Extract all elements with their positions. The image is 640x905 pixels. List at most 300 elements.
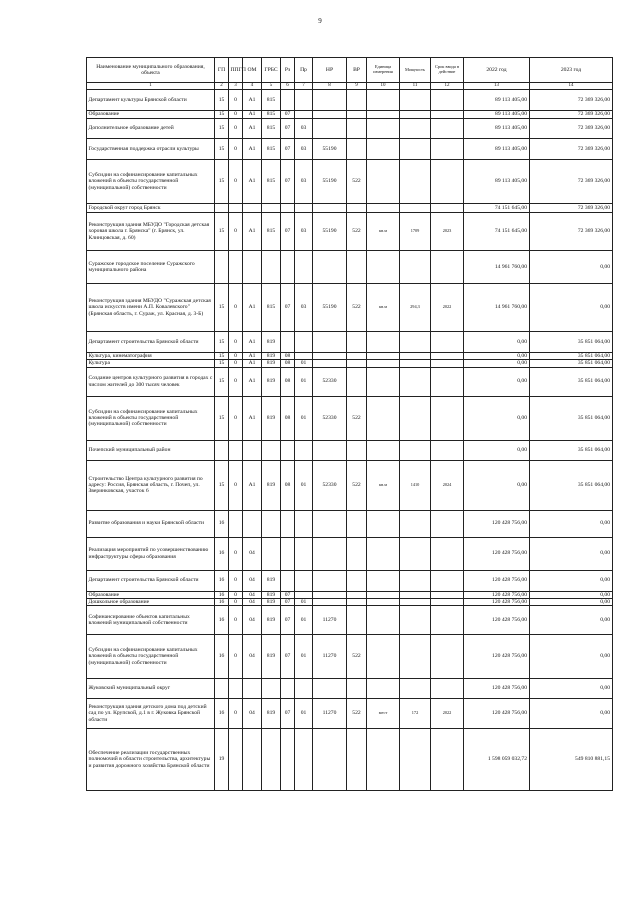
cell-rz	[281, 570, 295, 591]
cell-object-name: Департамент строительства Брянской области	[87, 332, 215, 353]
cell-object-name: Дополнительное образование детей	[87, 119, 215, 139]
table-row	[87, 635, 613, 679]
column-number: 13	[464, 83, 530, 90]
cell-capacity	[400, 729, 431, 791]
header-cell: ГРБС	[262, 58, 281, 83]
cell-amount-2023: 72 369 326,00	[530, 111, 613, 119]
cell-unit	[367, 332, 400, 353]
cell-gp: 15	[215, 119, 229, 139]
cell-amount-2022: 0,00	[464, 332, 530, 353]
cell-ppgp: 0	[229, 396, 243, 440]
table-row	[87, 139, 613, 160]
cell-unit	[367, 204, 400, 213]
cell-commission-year	[431, 598, 464, 605]
cell-ppgp	[229, 679, 243, 699]
cell-object-name: Субсидии на софинансирование капитальных вложений в объекты государственной (муниципальной) собственности	[87, 396, 215, 440]
cell-om: 04	[243, 591, 262, 598]
cell-nr: 55190	[313, 213, 347, 251]
cell-rz: 07	[281, 598, 295, 605]
column-number: 1	[87, 83, 215, 90]
cell-grbs: 819	[262, 699, 281, 729]
cell-unit	[367, 396, 400, 440]
cell-grbs: 819	[262, 606, 281, 635]
cell-capacity	[400, 251, 431, 284]
cell-amount-2022: 120 428 756,00	[464, 537, 530, 570]
cell-grbs: 819	[262, 360, 281, 367]
cell-vr	[347, 510, 367, 537]
cell-rz: 07	[281, 119, 295, 139]
cell-om	[243, 510, 262, 537]
cell-commission-year	[431, 119, 464, 139]
cell-capacity	[400, 360, 431, 367]
cell-amount-2022: 89 113 405,00	[464, 139, 530, 160]
cell-amount-2022: 120 428 756,00	[464, 635, 530, 679]
cell-vr	[347, 537, 367, 570]
column-number: 8	[313, 83, 347, 90]
cell-nr	[313, 598, 347, 605]
cell-amount-2023: 549 810 881,15	[530, 729, 613, 791]
cell-unit	[367, 440, 400, 460]
cell-amount-2022: 120 428 756,00	[464, 510, 530, 537]
cell-pr	[295, 510, 313, 537]
cell-rz: 08	[281, 367, 295, 396]
column-number: 7	[295, 83, 313, 90]
table-row	[87, 353, 613, 360]
cell-object-name: Культура	[87, 360, 215, 367]
cell-amount-2023: 0,00	[530, 510, 613, 537]
cell-unit	[367, 679, 400, 699]
cell-capacity	[400, 204, 431, 213]
cell-object-name: Образование	[87, 591, 215, 598]
cell-unit: кв.м	[367, 284, 400, 332]
cell-pr	[295, 90, 313, 111]
cell-grbs: 815	[262, 160, 281, 204]
cell-amount-2022: 1 598 059 032,72	[464, 729, 530, 791]
cell-vr	[347, 729, 367, 791]
cell-commission-year	[431, 729, 464, 791]
cell-ppgp: 0	[229, 139, 243, 160]
cell-unit	[367, 353, 400, 360]
cell-capacity	[400, 537, 431, 570]
cell-amount-2023: 72 369 326,00	[530, 139, 613, 160]
cell-ppgp: 0	[229, 353, 243, 360]
cell-capacity: 172	[400, 699, 431, 729]
cell-pr: 01	[295, 460, 313, 510]
column-number: 3	[229, 83, 243, 90]
cell-om: А1	[243, 360, 262, 367]
cell-object-name: Софинансирование объектов капитальных вложений муниципальной собственности	[87, 606, 215, 635]
cell-commission-year	[431, 90, 464, 111]
cell-vr	[347, 111, 367, 119]
header-cell: ППГП	[229, 58, 243, 83]
cell-vr	[347, 90, 367, 111]
cell-gp: 15	[215, 396, 229, 440]
cell-om	[243, 679, 262, 699]
cell-ppgp: 0	[229, 119, 243, 139]
cell-gp: 15	[215, 284, 229, 332]
cell-commission-year: 2022	[431, 699, 464, 729]
cell-object-name: Реконструкция здания МБУДО "Суражская детская школа искусств имени А.П. Ковалевского" (Брянская область, г. Сураж, ул. Красная, д. 3-Б)	[87, 284, 215, 332]
table-row	[87, 367, 613, 396]
cell-pr	[295, 591, 313, 598]
cell-nr	[313, 204, 347, 213]
cell-capacity	[400, 160, 431, 204]
table-row	[87, 679, 613, 699]
table-row	[87, 606, 613, 635]
cell-amount-2023: 0,00	[530, 284, 613, 332]
cell-ppgp: 0	[229, 699, 243, 729]
cell-rz: 07	[281, 284, 295, 332]
header-cell: Мощность	[400, 58, 431, 83]
cell-nr	[313, 537, 347, 570]
table-row	[87, 111, 613, 119]
cell-commission-year: 2022	[431, 284, 464, 332]
cell-amount-2022: 89 113 405,00	[464, 160, 530, 204]
cell-unit	[367, 537, 400, 570]
cell-pr: 01	[295, 635, 313, 679]
cell-amount-2023: 0,00	[530, 699, 613, 729]
cell-ppgp: 0	[229, 360, 243, 367]
cell-gp: 15	[215, 213, 229, 251]
table-row	[87, 699, 613, 729]
cell-capacity	[400, 606, 431, 635]
table-row	[87, 251, 613, 284]
cell-vr: 522	[347, 699, 367, 729]
cell-commission-year	[431, 606, 464, 635]
cell-pr: 03	[295, 284, 313, 332]
cell-rz	[281, 90, 295, 111]
cell-om: А1	[243, 460, 262, 510]
cell-vr: 522	[347, 460, 367, 510]
cell-rz: 07	[281, 139, 295, 160]
cell-amount-2022: 120 428 756,00	[464, 570, 530, 591]
cell-gp: 15	[215, 460, 229, 510]
table-row	[87, 360, 613, 367]
table-row	[87, 460, 613, 510]
cell-amount-2022: 0,00	[464, 353, 530, 360]
cell-ppgp	[229, 440, 243, 460]
cell-pr	[295, 440, 313, 460]
cell-commission-year	[431, 353, 464, 360]
cell-rz	[281, 332, 295, 353]
column-number: 9	[347, 83, 367, 90]
cell-amount-2022: 120 428 756,00	[464, 679, 530, 699]
cell-amount-2022: 120 428 756,00	[464, 606, 530, 635]
cell-rz: 07	[281, 160, 295, 204]
cell-ppgp: 0	[229, 591, 243, 598]
cell-pr: 01	[295, 367, 313, 396]
cell-grbs: 815	[262, 111, 281, 119]
cell-vr: 522	[347, 396, 367, 440]
cell-ppgp: 0	[229, 111, 243, 119]
cell-amount-2022: 74 151 645,00	[464, 204, 530, 213]
cell-rz	[281, 204, 295, 213]
cell-rz: 07	[281, 213, 295, 251]
cell-vr	[347, 679, 367, 699]
cell-object-name: Почепский муниципальный район	[87, 440, 215, 460]
cell-nr	[313, 729, 347, 791]
cell-gp	[215, 204, 229, 213]
cell-amount-2023: 35 851 064,00	[530, 367, 613, 396]
cell-grbs: 819	[262, 598, 281, 605]
cell-pr: 01	[295, 396, 313, 440]
cell-rz	[281, 537, 295, 570]
cell-unit	[367, 90, 400, 111]
cell-unit	[367, 598, 400, 605]
cell-object-name: Реконструкция здания детского дома под детский сад по ул. Крупской, д.1 в г. Жуковка Брянской области	[87, 699, 215, 729]
cell-gp: 16	[215, 591, 229, 598]
cell-amount-2022: 89 113 405,00	[464, 111, 530, 119]
cell-unit	[367, 139, 400, 160]
table-row	[87, 570, 613, 591]
cell-capacity	[400, 679, 431, 699]
cell-object-name: Образование	[87, 111, 215, 119]
cell-om: А1	[243, 353, 262, 360]
table-row	[87, 396, 613, 440]
table-row	[87, 729, 613, 791]
cell-nr: 55190	[313, 284, 347, 332]
cell-amount-2022: 89 113 405,00	[464, 119, 530, 139]
cell-rz: 07	[281, 699, 295, 729]
cell-object-name: Строительство Центра культурного развития по адресу: Россия, Брянская область, г. Почеп, ул. Зверинковская, участок 6	[87, 460, 215, 510]
cell-gp: 15	[215, 160, 229, 204]
column-number: 11	[400, 83, 431, 90]
cell-grbs: 815	[262, 139, 281, 160]
cell-capacity	[400, 440, 431, 460]
cell-om	[243, 729, 262, 791]
cell-nr	[313, 111, 347, 119]
column-number: 5	[262, 83, 281, 90]
cell-grbs: 819	[262, 570, 281, 591]
header-cell: ОМ	[243, 58, 262, 83]
cell-om: А1	[243, 111, 262, 119]
cell-amount-2022: 0,00	[464, 360, 530, 367]
cell-pr	[295, 332, 313, 353]
cell-amount-2023: 0,00	[530, 537, 613, 570]
cell-ppgp	[229, 510, 243, 537]
cell-grbs: 819	[262, 591, 281, 598]
header-cell: Единица измерения	[367, 58, 400, 83]
cell-om: А1	[243, 284, 262, 332]
cell-amount-2023: 0,00	[530, 598, 613, 605]
cell-capacity	[400, 510, 431, 537]
cell-amount-2023: 0,00	[530, 591, 613, 598]
cell-amount-2023: 0,00	[530, 606, 613, 635]
cell-amount-2023: 0,00	[530, 251, 613, 284]
cell-object-name: Обеспечение реализации государственных полномочий в области строительства, архитектуры и развития дорожного хозяйства Брянской области	[87, 729, 215, 791]
cell-gp: 19	[215, 729, 229, 791]
cell-pr: 03	[295, 119, 313, 139]
cell-pr: 01	[295, 598, 313, 605]
cell-capacity	[400, 353, 431, 360]
cell-grbs: 819	[262, 460, 281, 510]
cell-om: А1	[243, 139, 262, 160]
cell-commission-year: 2023	[431, 213, 464, 251]
cell-commission-year	[431, 204, 464, 213]
cell-vr: 522	[347, 213, 367, 251]
cell-vr: 522	[347, 635, 367, 679]
cell-rz	[281, 729, 295, 791]
cell-ppgp: 0	[229, 635, 243, 679]
cell-unit	[367, 591, 400, 598]
cell-nr	[313, 90, 347, 111]
cell-gp: 16	[215, 598, 229, 605]
cell-rz: 07	[281, 591, 295, 598]
cell-nr	[313, 510, 347, 537]
cell-om: 04	[243, 598, 262, 605]
table-row	[87, 440, 613, 460]
table-row	[87, 204, 613, 213]
cell-vr	[347, 251, 367, 284]
cell-commission-year	[431, 160, 464, 204]
cell-amount-2023: 35 851 064,00	[530, 360, 613, 367]
cell-unit: кв.м	[367, 213, 400, 251]
cell-ppgp: 0	[229, 332, 243, 353]
cell-capacity	[400, 139, 431, 160]
cell-amount-2022: 120 428 756,00	[464, 699, 530, 729]
cell-unit	[367, 729, 400, 791]
cell-grbs: 819	[262, 367, 281, 396]
cell-commission-year	[431, 537, 464, 570]
cell-capacity	[400, 332, 431, 353]
cell-amount-2022: 0,00	[464, 460, 530, 510]
header-cell: 2022 год	[464, 58, 530, 83]
cell-vr	[347, 360, 367, 367]
cell-vr	[347, 606, 367, 635]
cell-ppgp: 0	[229, 570, 243, 591]
cell-om: А1	[243, 213, 262, 251]
cell-capacity	[400, 111, 431, 119]
cell-unit	[367, 510, 400, 537]
cell-nr: 52330	[313, 396, 347, 440]
cell-grbs	[262, 729, 281, 791]
cell-gp: 15	[215, 367, 229, 396]
column-number-row	[87, 83, 613, 90]
cell-object-name: Жуковский муниципальный округ	[87, 679, 215, 699]
cell-nr: 11270	[313, 699, 347, 729]
cell-unit	[367, 360, 400, 367]
cell-capacity	[400, 635, 431, 679]
cell-amount-2023: 35 851 064,00	[530, 460, 613, 510]
header-cell: ВР	[347, 58, 367, 83]
header-row	[87, 58, 613, 83]
cell-capacity	[400, 119, 431, 139]
column-number: 14	[530, 83, 613, 90]
cell-grbs	[262, 204, 281, 213]
cell-om	[243, 440, 262, 460]
cell-ppgp: 0	[229, 598, 243, 605]
cell-nr	[313, 570, 347, 591]
cell-pr: 03	[295, 139, 313, 160]
cell-object-name: Государственная поддержка отрасли культуры	[87, 139, 215, 160]
cell-om	[243, 204, 262, 213]
cell-amount-2023: 72 369 326,00	[530, 204, 613, 213]
cell-grbs: 815	[262, 119, 281, 139]
header-cell: Рз	[281, 58, 295, 83]
cell-om: А1	[243, 90, 262, 111]
cell-rz: 08	[281, 353, 295, 360]
cell-commission-year	[431, 111, 464, 119]
cell-vr	[347, 570, 367, 591]
cell-commission-year	[431, 635, 464, 679]
cell-grbs	[262, 251, 281, 284]
cell-amount-2023: 0,00	[530, 570, 613, 591]
cell-rz	[281, 440, 295, 460]
cell-amount-2022: 0,00	[464, 367, 530, 396]
cell-ppgp: 0	[229, 537, 243, 570]
cell-vr: 522	[347, 284, 367, 332]
cell-unit	[367, 251, 400, 284]
cell-vr	[347, 119, 367, 139]
cell-nr: 55190	[313, 160, 347, 204]
cell-nr: 52330	[313, 367, 347, 396]
cell-object-name: Суражское городское поселение Суражского муниципального района	[87, 251, 215, 284]
cell-amount-2023: 72 369 326,00	[530, 213, 613, 251]
cell-capacity	[400, 396, 431, 440]
cell-unit	[367, 119, 400, 139]
cell-rz: 07	[281, 635, 295, 679]
cell-capacity: 1709	[400, 213, 431, 251]
cell-unit	[367, 635, 400, 679]
cell-nr: 55190	[313, 139, 347, 160]
cell-nr	[313, 251, 347, 284]
cell-amount-2023: 0,00	[530, 679, 613, 699]
cell-gp: 15	[215, 90, 229, 111]
cell-nr	[313, 353, 347, 360]
cell-rz	[281, 251, 295, 284]
table-row	[87, 90, 613, 111]
cell-object-name: Создание центров культурного развития в городах с числом жителей до 300 тысяч человек	[87, 367, 215, 396]
cell-gp: 15	[215, 353, 229, 360]
cell-grbs: 819	[262, 353, 281, 360]
cell-pr	[295, 537, 313, 570]
column-number: 6	[281, 83, 295, 90]
cell-object-name: Департамент культуры Брянской области	[87, 90, 215, 111]
cell-ppgp: 0	[229, 367, 243, 396]
cell-ppgp: 0	[229, 160, 243, 204]
cell-ppgp: 0	[229, 284, 243, 332]
cell-rz: 07	[281, 606, 295, 635]
cell-amount-2023: 35 851 064,00	[530, 332, 613, 353]
cell-capacity	[400, 367, 431, 396]
cell-grbs	[262, 510, 281, 537]
cell-commission-year	[431, 510, 464, 537]
column-number: 4	[243, 83, 262, 90]
cell-amount-2023: 35 851 064,00	[530, 396, 613, 440]
cell-capacity	[400, 598, 431, 605]
cell-vr	[347, 591, 367, 598]
cell-amount-2022: 120 428 756,00	[464, 591, 530, 598]
cell-capacity: 1410	[400, 460, 431, 510]
cell-amount-2023: 72 369 326,00	[530, 119, 613, 139]
cell-commission-year	[431, 360, 464, 367]
cell-unit	[367, 160, 400, 204]
cell-nr: 52330	[313, 460, 347, 510]
cell-grbs	[262, 537, 281, 570]
cell-commission-year	[431, 591, 464, 598]
cell-om: 04	[243, 699, 262, 729]
header-cell: ГП	[215, 58, 229, 83]
cell-nr	[313, 119, 347, 139]
cell-vr	[347, 598, 367, 605]
cell-unit	[367, 111, 400, 119]
header-cell: Наименование муниципального образования, объекта	[87, 58, 215, 83]
cell-gp: 16	[215, 606, 229, 635]
cell-object-name: Реконструкция здания МБУДО "Городская детская хоровая школа г. Брянска" (г. Брянск, ул. Клинцовская, д. 60)	[87, 213, 215, 251]
table-row	[87, 213, 613, 251]
cell-commission-year	[431, 367, 464, 396]
cell-gp: 15	[215, 360, 229, 367]
